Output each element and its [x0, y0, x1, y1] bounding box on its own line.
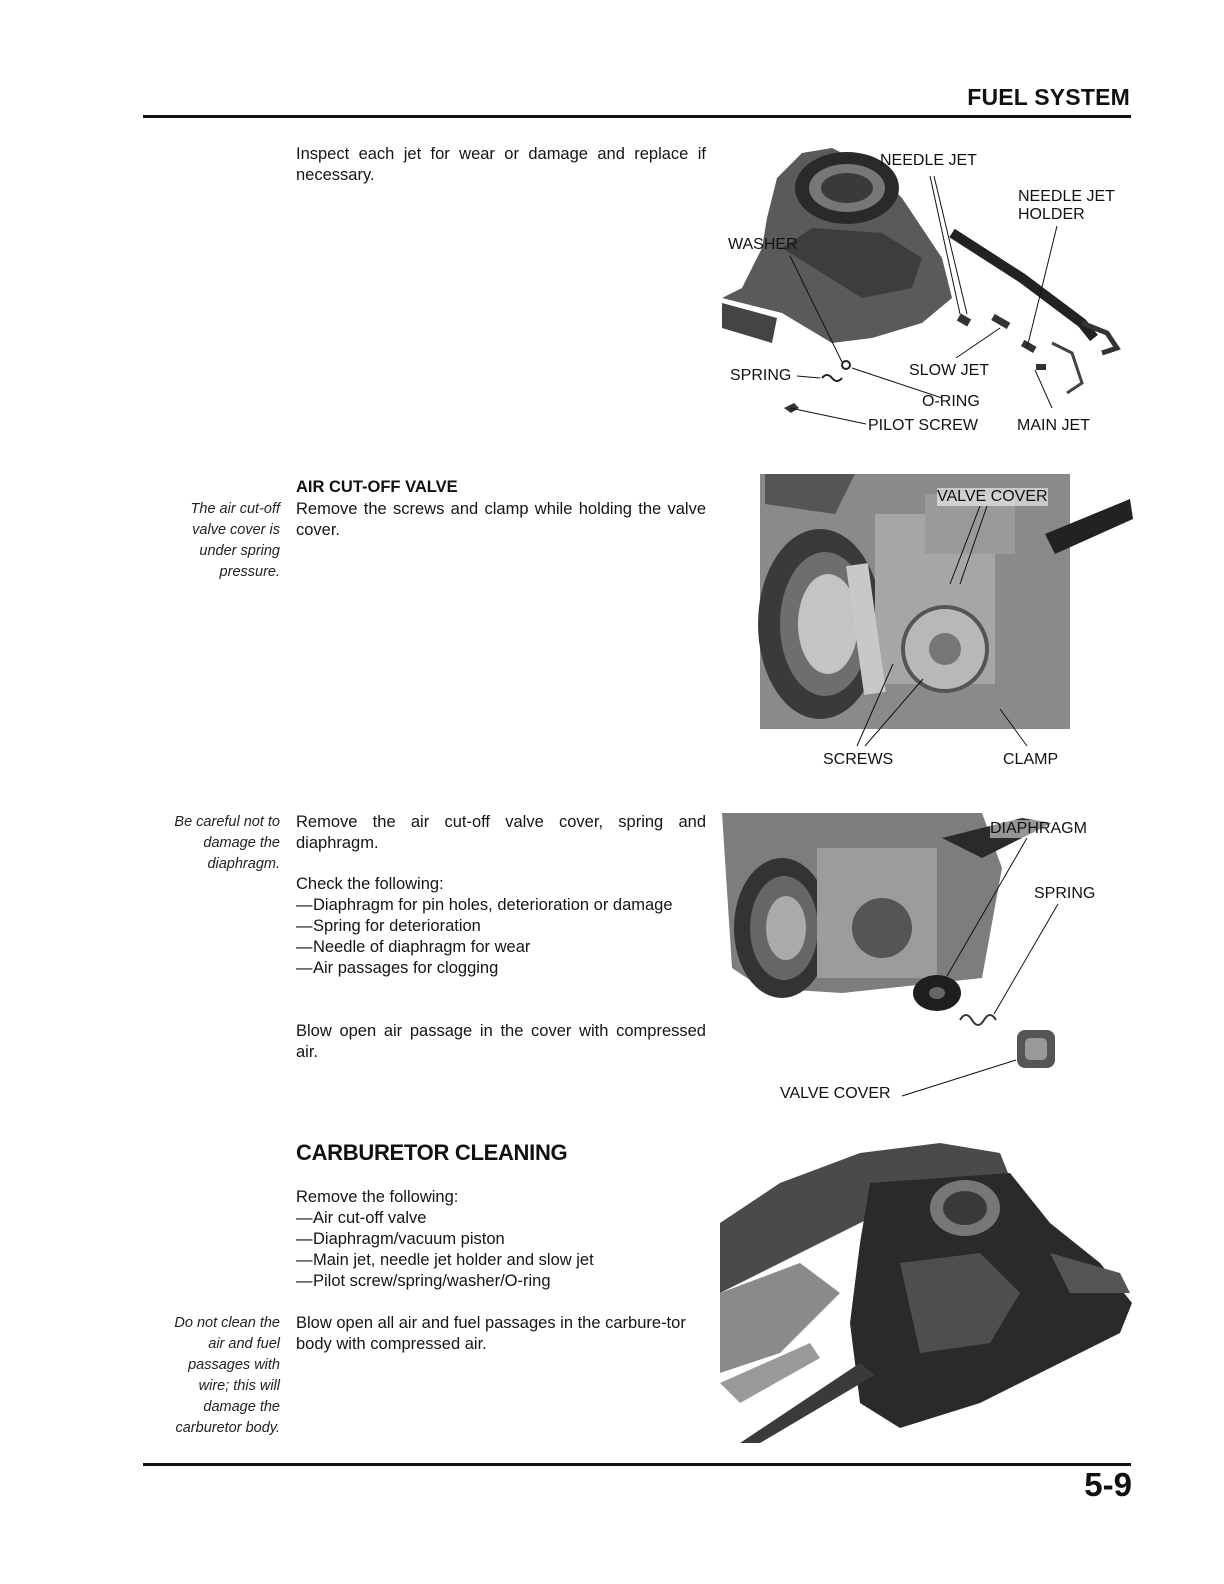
cleaning-caution-note: Do not clean the air and fuel passages with wire; this will damage the carburetor body.	[174, 1315, 280, 1436]
diaphragm-checklist	[296, 874, 706, 979]
checklist-intro: Check the following:	[296, 875, 444, 893]
diaphragm-spring-illustration	[722, 808, 1132, 1108]
removal-item: — Pilot screw/spring/washer/O-ring	[296, 1271, 706, 1292]
carburetor-cleaning-heading: CARBURETOR CLEANING	[296, 1140, 568, 1165]
air-cutoff-caution-note: The air cut-off valve cover is under spring pressure.	[190, 501, 280, 580]
section-title: FUEL SYSTEM	[967, 84, 1130, 110]
air-cutoff-instruction: Remove the screws and clamp while holding the valve cover.	[296, 500, 706, 539]
label-needle-jet-holder-line2: HOLDER	[1018, 206, 1085, 223]
diaphragm-caution-note: Be careful not to damage the diaphragm.	[174, 814, 280, 872]
removal-item: — Diaphragm/vacuum piston	[296, 1229, 706, 1250]
label-main-jet: MAIN JET	[1017, 417, 1090, 434]
removal-intro: Remove the following:	[296, 1188, 459, 1206]
carburetor-cleaning-photo	[720, 1143, 1134, 1443]
label-needle-jet: NEEDLE JET	[880, 152, 977, 169]
label-spring: SPRING	[730, 367, 792, 384]
blow-cover-instruction: Blow open air passage in the cover with compressed air.	[296, 1022, 706, 1061]
label-valve-cover: VALVE COVER	[937, 488, 1048, 505]
label-valve-cover-diaphragm: VALVE COVER	[780, 1085, 891, 1102]
label-spring-diaphragm: SPRING	[1034, 885, 1096, 902]
checklist-item: — Needle of diaphragm for wear	[296, 937, 706, 958]
jets-instruction: Inspect each jet for wear or damage and replace if necessary.	[296, 145, 706, 184]
cleaning-figure	[720, 1143, 1134, 1443]
checklist-item: — Spring for deterioration	[296, 916, 706, 937]
jets-figure	[722, 138, 1130, 443]
removal-item: — Air cut-off valve	[296, 1208, 706, 1229]
diaphragm-removal-instruction: Remove the air cut-off valve cover, spring and diaphragm.	[296, 813, 706, 852]
air-cutoff-heading: AIR CUT-OFF VALVE	[296, 478, 458, 496]
label-pilot-screw: PILOT SCREW	[868, 417, 978, 434]
label-slow-jet: SLOW JET	[909, 362, 990, 379]
blow-passages-instruction: Blow open all air and fuel passages in the carbure-tor body with compressed air.	[296, 1314, 686, 1353]
diaphragm-figure	[722, 808, 1132, 1108]
page-number: 5-9	[1084, 1466, 1132, 1503]
label-o-ring: O-RING	[922, 393, 980, 410]
removal-list	[296, 1187, 706, 1292]
removal-item: — Main jet, needle jet holder and slow jet	[296, 1250, 706, 1271]
header-rule	[143, 115, 1131, 118]
air-cutoff-figure	[745, 474, 1135, 774]
air-cutoff-valve-illustration	[745, 474, 1135, 774]
label-washer: WASHER	[728, 236, 798, 253]
label-needle-jet-holder-line1: NEEDLE JET	[1018, 188, 1115, 205]
label-screws: SCREWS	[823, 751, 894, 768]
label-diaphragm: DIAPHRAGM	[990, 820, 1087, 837]
footer-rule	[143, 1463, 1131, 1466]
checklist-item: — Air passages for clogging	[296, 958, 706, 979]
checklist-item: — Diaphragm for pin holes, deterioration or damage	[296, 895, 706, 916]
label-clamp: CLAMP	[1003, 751, 1059, 768]
